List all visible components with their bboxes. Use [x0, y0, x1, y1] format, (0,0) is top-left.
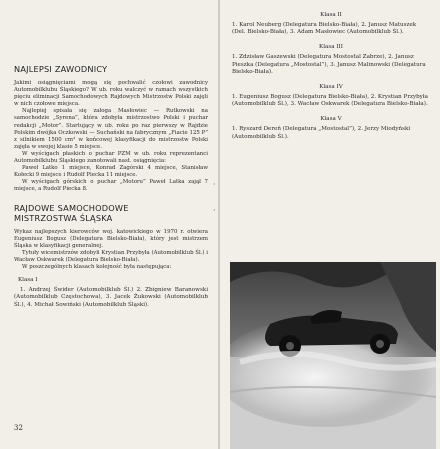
klasa-results: 1. Zdzisław Gaszewski (Delegatura Mostostal Zabrze), 2. Janusz Pieszka (Delegatura „Mostostal”), 3. Janusz Malinowski (Delegatura Bielsko-Biała).: [232, 54, 426, 75]
klasa-label: Klasa II: [320, 12, 342, 18]
binding-mark: ·: [213, 180, 216, 189]
race-car-photo-image: [230, 262, 436, 449]
klasa-label: Klasa I: [18, 277, 38, 284]
paragraph: W wyścigach górskich o puchar „Motoru” Paweł Latka zajął 7 miejsce, a Rudolf Piecka 8.: [14, 179, 208, 193]
klasa-label: Klasa V: [320, 116, 342, 123]
klasa-label: Klasa III: [319, 44, 343, 51]
heading-rajdowe-line1: RAJDOWE SAMOCHODOWE: [14, 202, 129, 213]
left-page: [0, 0, 218, 449]
heading-najlepsi-zawodnicy: NAJLEPSI ZAWODNICY: [14, 64, 108, 74]
paragraph: W wyścigach płaskich o puchar PZM w ub. roku reprezentanci Automobilklubu Śląskiego zanotowali nast. osiągnięcia:: [14, 150, 208, 165]
klasa-results: 1. Andrzej Świder (Automobilklub Śl.) 2. Zbigniew Baranowski (Automobilklub Częstochowa), 3. Jacek Żukowski (Automobilklub Śl.), 4. Michał Sowiński (Automobilklub Śląski).: [14, 287, 208, 308]
race-car-photo: [230, 262, 436, 449]
page-number: 32: [14, 424, 23, 432]
paragraph: Jakimi osiągnięciami mogą się pochwalić czołowi zawodnicy Automobilklubu Śląskiego? W ub. roku walczyć w ramach wszystkich pięciu eliminacji Samochodowych Rajdowych Mistrzostw Polski zajęli w nich czołowe miejsca.: [14, 80, 208, 108]
paragraph: Paweł Latko 1 miejsce, Konrad Zagórski 4 miejsce, Stanisław Kołecki 9 miejsce i Rudolf Piecka 11 miejsce.: [14, 165, 208, 179]
paragraph: Tytuły wicemistrzów zdobyli Krystian Przybyła (Automobilklub Śl.) i Wacław Oskwarek (Delegatura Bielsko-Biała).: [14, 249, 208, 263]
paragraph: W poszczególnych klasach kolejność była następująca:: [22, 263, 172, 270]
klasa-label: Klasa IV: [319, 84, 343, 91]
heading-rajdowe-line2: MISTRZOSTWA ŚLĄSKA: [14, 212, 113, 223]
paragraph: Najlepiej spisała się załoga Masłowiec — Rutkowski na samochodzie „Syrena”, która zdobyła mistrzostwo Polski i puchar redakcji „Motor”. Startujący w ub. roku po raz pierwszy w Rajdzie Polskim dwójka Oczkowski — Suchański na fabrycznym „Fiacie 125 P” z silnikiem 1500 cm³ w końcowej klasyfikacji do mistrzostw Polski zajęła w swojej klasie 5 miejsce.: [14, 108, 208, 150]
klasa-results: 1. Ryszard Dereń (Delegatura „Mostostal”), 2. Jerzy Miodyński (Automobilklub Śl.).: [232, 126, 411, 140]
klasa-results: 1. Karol Neuberg (Delegatura Bielsko-Biała), 2. Janusz Matuszek (Del. Bielsko-Biała), 3. Adam Masłowiec (Automobilklub Śl.).: [232, 22, 417, 36]
paragraph: Wykaz najlepszych kierowców woj. katowickiego w 1970 r. otwiera Eugeniusz Bogusz (Delegatura Bielsko-Biała), który jest mistrzem Śląska w klasyfikacji generalnej.: [14, 228, 208, 249]
binding-mark: ·: [213, 206, 216, 215]
klasa-results: 1. Eugeniusz Bogusz (Delegatura Bielsko-Biała), 2. Krystian Przybyła (Automobilklub Śl.), 3. Wacław Oskwarek (Delegatura Bielsko-Biała).: [232, 94, 428, 108]
